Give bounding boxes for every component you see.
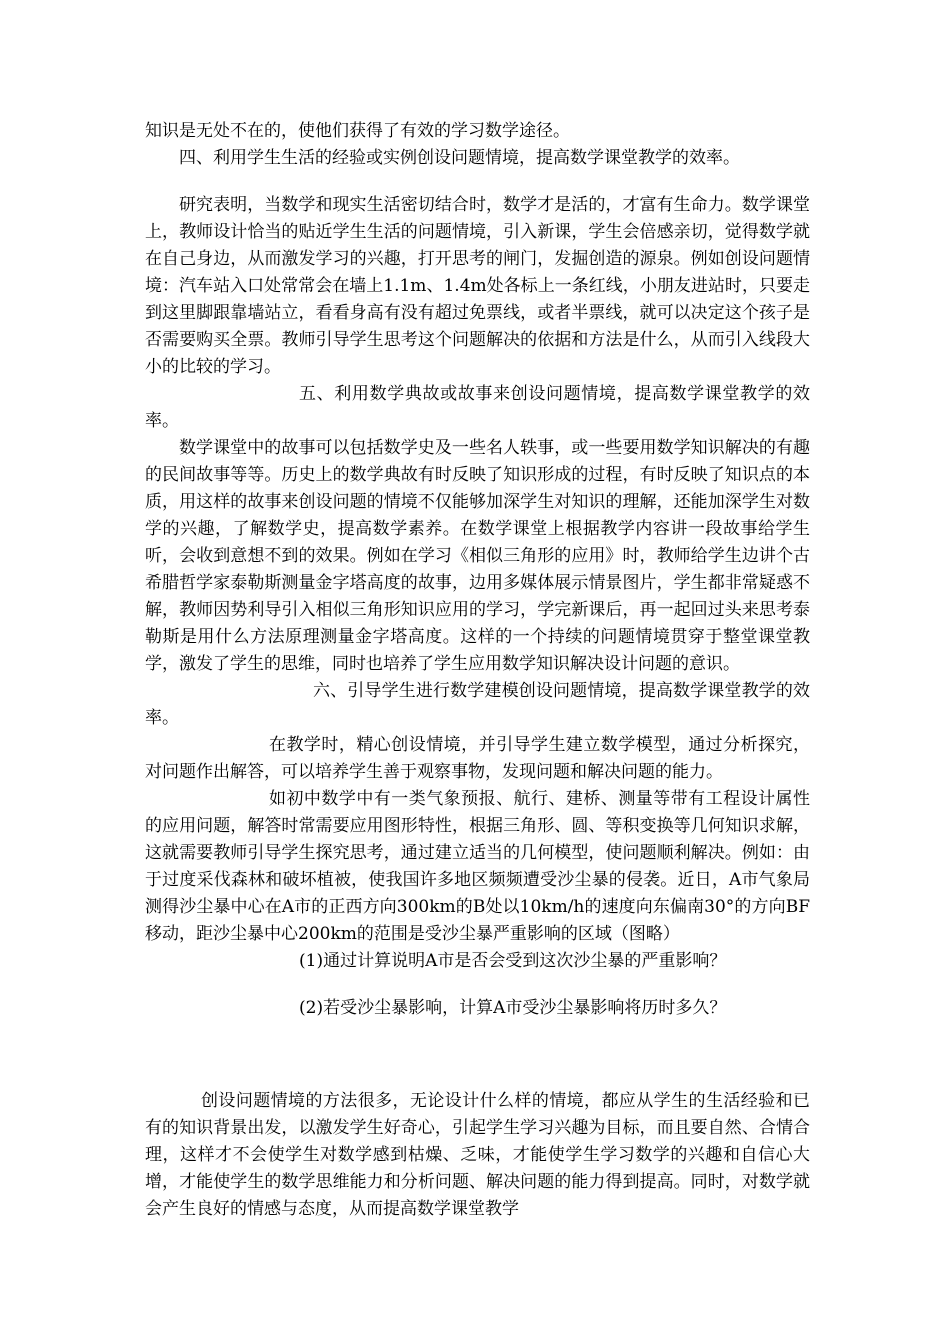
- paragraph-section-5: 数学课堂中的故事可以包括数学史及一些名人轶事，或一些要用数学知识解决的有趣的民间故事等等。历史上的数学典故有时反映了知识形成的过程，有时反映了知识点的本质，用这样的故事来创设问题的情境不仅能够加深学生对知识的理解，还能加深学生对数学的兴趣，了解数学史，提高数学素养。在数学课堂上根据教学内容讲一段故事给学生听，会收到意想不到的效果。例如在学习《相似三角形的应用》时，教师给学生边讲个古希腊哲学家泰勒斯测量金字塔高度的故事，边用多媒体展示情景图片，学生都非常疑惑不解，教师因势利导引入相似三角形知识应用的学习，学完新课后，再一起回过头来思考泰勒斯是用什么方法原理测量金字塔高度。这样的一个持续的问题情境贯穿于整堂课堂教学，激发了学生的思维，同时也培养了学生应用数学知识解决设计问题的意识。: [145, 438, 810, 674]
- paragraph-section-6-example: 如初中数学中有一类气象预报、航行、建桥、测量等带有工程设计属性的应用问题，解答时常需要应用图形特性，根据三角形、圆、等积变换等几何知识求解，这就需要教师引导学生探究思考，通过建立适当的几何模型，使问题顺利解决。例如：由于过度采伐森林和破坏植被，使我国许多地区频频遭受沙尘暴的侵袭。近日，A市气象局测得沙尘暴中心在A市的正西方向300km的B处以10km/h的速度向东偏南30°的方向BF移动，距沙尘暴中心200km的范围是受沙尘暴严重影响的区域（图略）: [145, 789, 810, 944]
- section-heading-4: 四、利用学生生活的经验或实例创设问题情境，提高数学课堂教学的效率。: [179, 148, 740, 168]
- section-heading-6: 六、引导学生进行数学建模创设问题情境，提高数学课堂教学的效率。: [145, 681, 810, 728]
- section-heading-5: 五、利用数学典故或故事来创设问题情境，提高数学课堂教学的效率。: [145, 384, 810, 431]
- document-body: [145, 118, 810, 1223]
- paragraph-section-6-intro: 在教学时，精心创设情境，并引导学生建立数学模型，通过分析探究，对问题作出解答，可以培养学生善于观察事物，发现问题和解决问题的能力。: [145, 735, 810, 782]
- paragraph-continuation: 知识是无处不在的，使他们获得了有效的学习数学途径。: [145, 121, 570, 141]
- paragraph-section-4: 研究表明，当数学和现实生活密切结合时，数学才是活的，才富有生命力。数学课堂上，教师设计恰当的贴近学生生活的问题情境，引入新课，学生会倍感亲切，觉得数学就在自己身边，从而激发学习的兴趣，打开思考的闸门，发掘创造的源泉。例如创设问题情境：汽车站入口处常常会在墙上1.1m、1.4m处各标上一条红线，小朋友进站时，只要走到这里脚跟靠墙站立，看看身高有没有超过免票线，或者半票线，就可以决定这个孩子是否需要购买全票。教师引导学生思考这个问题解决的依据和方法是什么，从而引入线段大小的比较的学习。: [145, 195, 810, 377]
- question-1: (1)通过计算说明A市是否会受到这次沙尘暴的严重影响？: [299, 951, 727, 971]
- question-2: (2)若受沙尘暴影响，计算A市受沙尘暴影响将历时多久？: [299, 998, 727, 1018]
- paragraph-conclusion: 创设问题情境的方法很多，无论设计什么样的情境，都应从学生的生活经验和已有的知识背景出发，以激发学生好奇心，引起学生学习兴趣为目标，而且要自然、合情合理，这样才不会使学生对数学感到枯燥、乏味，才能使学生学习数学的兴趣和自信心大增，才能使学生的数学思维能力和分析问题、解决问题的能力得到提高。同时，对数学就会产生良好的情感与态度，从而提高数学课堂教学: [145, 1091, 810, 1219]
